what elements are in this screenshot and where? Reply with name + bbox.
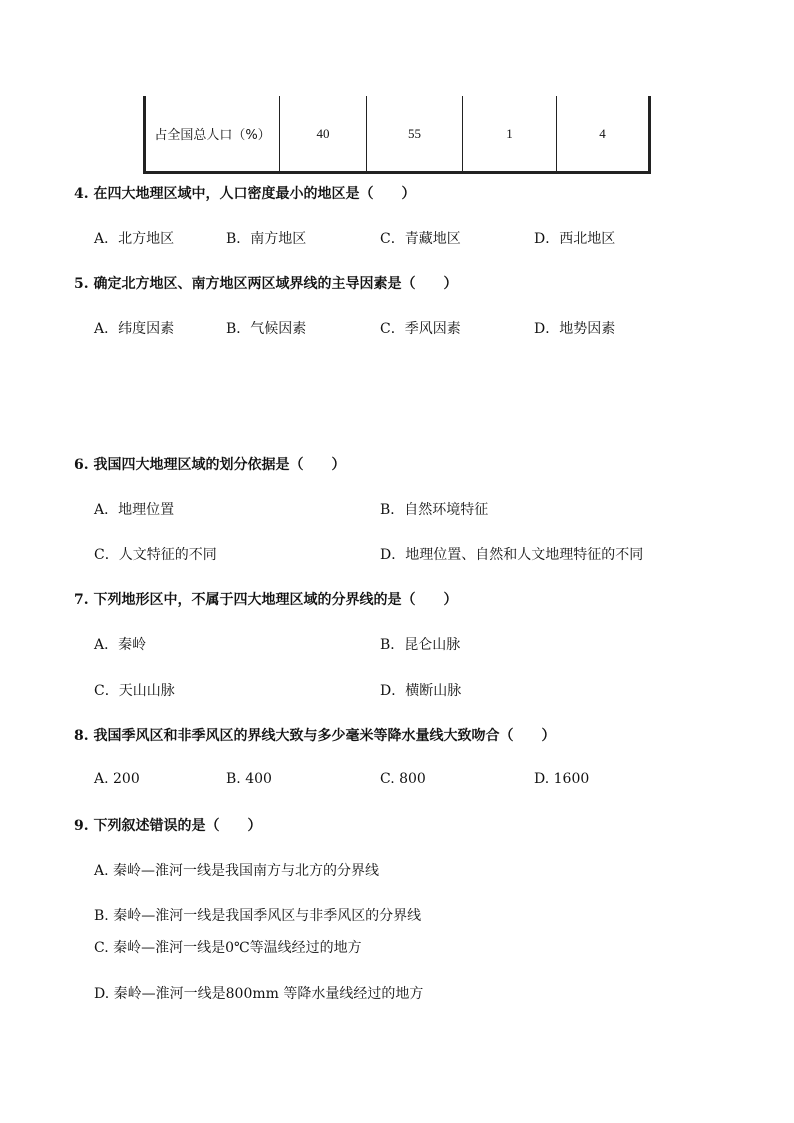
question-9-option-b[interactable]: B. 秦岭—淮河一线是我国季风区与非季风区的分界线 <box>94 908 422 924</box>
question-4-stem: 4. 在四大地理区域中，人口密度最小的地区是（ ） <box>74 186 416 202</box>
question-7-option-c[interactable]: C．天山山脉 <box>94 683 175 699</box>
question-6-option-a[interactable]: A．地理位置 <box>94 502 175 518</box>
question-7-option-b[interactable]: B．昆仑山脉 <box>380 637 461 653</box>
question-9-stem: 9. 下列叙述错误的是（ ） <box>74 818 262 834</box>
question-8-option-b[interactable]: B. 400 <box>226 771 272 787</box>
question-8-option-d[interactable]: D. 1600 <box>534 771 590 787</box>
question-4-option-b[interactable]: B．南方地区 <box>226 231 307 247</box>
question-8-option-a[interactable]: A. 200 <box>94 771 140 787</box>
question-9-option-d[interactable]: D. 秦岭—淮河一线是800mm 等降水量线经过的地方 <box>94 986 424 1002</box>
table-row-label: 占全国总人口（%） <box>154 128 271 143</box>
question-6-option-d[interactable]: D．地理位置、自然和人文地理特征的不同 <box>380 547 644 563</box>
question-6-option-b[interactable]: B．自然环境特征 <box>380 502 489 518</box>
table-cell-south: 55 <box>408 125 421 141</box>
question-5-option-d[interactable]: D．地势因素 <box>534 321 616 337</box>
question-6-option-c[interactable]: C．人文特征的不同 <box>94 547 217 563</box>
population-table <box>143 96 651 174</box>
question-7-option-a[interactable]: A．秦岭 <box>94 637 147 653</box>
table-cell-northwest: 4 <box>599 125 606 141</box>
table-border-bottom <box>143 171 651 174</box>
question-6-stem: 6. 我国四大地理区域的划分依据是（ ） <box>74 457 346 473</box>
question-5-stem: 5. 确定北方地区、南方地区两区域界线的主导因素是（ ） <box>74 276 458 292</box>
question-7-stem: 7. 下列地形区中，不属于四大地理区域的分界线的是（ ） <box>74 592 458 608</box>
question-4-option-c[interactable]: C．青藏地区 <box>380 231 461 247</box>
question-5-option-b[interactable]: B．气候因素 <box>226 321 307 337</box>
question-9-option-a[interactable]: A. 秦岭—淮河一线是我国南方与北方的分界线 <box>94 863 380 879</box>
table-cell-qingzang: 1 <box>506 125 513 141</box>
question-9-option-c[interactable]: C. 秦岭—淮河一线是0℃等温线经过的地方 <box>94 940 362 956</box>
question-8-option-c[interactable]: C. 800 <box>380 771 426 787</box>
table-border-right <box>648 96 651 174</box>
question-4-option-a[interactable]: A．北方地区 <box>94 231 175 247</box>
question-8-stem: 8. 我国季风区和非季风区的界线大致与多少毫米等降水量线大致吻合（ ） <box>74 728 556 744</box>
question-7-option-d[interactable]: D．横断山脉 <box>380 683 462 699</box>
table-cell-north: 40 <box>316 125 330 141</box>
question-5-option-c[interactable]: C．季风因素 <box>380 321 461 337</box>
question-4-option-d[interactable]: D．西北地区 <box>534 231 616 247</box>
question-5-option-a[interactable]: A．纬度因素 <box>94 321 175 337</box>
